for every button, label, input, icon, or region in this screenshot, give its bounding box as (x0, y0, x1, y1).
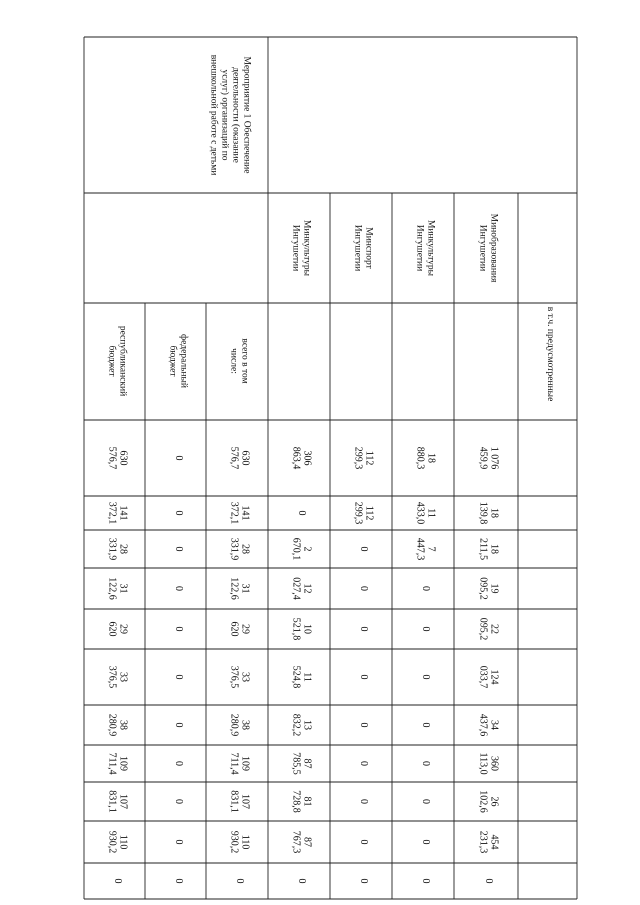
cell-value: 0 (173, 761, 184, 766)
row-label: МинкультурыИнгушетии (414, 219, 436, 277)
cell-value: 19095,2 (477, 577, 500, 600)
cell-value: 0 (358, 799, 369, 804)
cell-value: 31122,6 (228, 577, 251, 600)
cell-value: 141372,1 (106, 501, 129, 525)
cell-value: 0 (234, 878, 245, 884)
cell-value: 11433,0 (414, 501, 437, 525)
cell-value: 11524,8 (290, 665, 313, 689)
cell-value: 0 (173, 878, 184, 884)
cell-value: 18139,8 (477, 501, 500, 525)
cell-value: 0 (173, 626, 184, 632)
cell-value: 0 (358, 839, 369, 845)
table-cells (107, 447, 500, 884)
cell-value: 0 (173, 546, 184, 552)
cell-value: 0 (483, 878, 494, 884)
row-label: МинкультурыИнгушетии (290, 219, 312, 277)
cell-value: 112299,3 (352, 501, 375, 525)
cell-value: 630576,7 (106, 446, 129, 470)
table-grid (84, 37, 577, 899)
cell-value: 306863,4 (290, 446, 313, 470)
cell-value: 0 (420, 674, 431, 680)
cell-value: 124033,7 (477, 665, 500, 689)
cell-value: 22095,2 (477, 617, 500, 641)
cell-value: 2670,1 (290, 537, 313, 561)
cell-value: 0 (173, 799, 184, 804)
cell-value: 0 (420, 626, 431, 632)
cell-value: 0 (112, 878, 123, 884)
cell-value: 0 (173, 674, 184, 680)
cell-value: 109711,4 (106, 752, 129, 775)
cell-value: 81728,8 (290, 790, 313, 813)
cell-value: 1 076459,9 (477, 446, 500, 470)
cell-value: 31122,6 (106, 577, 129, 600)
cell-value: 0 (296, 878, 307, 884)
cell-value: 38280,9 (106, 713, 129, 737)
including-provided-label: в т.ч. предусмотренные (545, 306, 555, 402)
cell-value: 0 (173, 510, 184, 516)
row-label: федеральныйбюджет (167, 334, 189, 388)
cell-value: 87785,5 (290, 752, 313, 775)
cell-value: 28331,9 (106, 537, 129, 561)
cell-value: 360113,0 (477, 752, 500, 775)
cell-value: 33376,5 (228, 665, 251, 689)
cell-value: 107831,1 (106, 790, 129, 813)
cell-value: 0 (358, 878, 369, 884)
row-labels (107, 214, 500, 397)
cell-value: 0 (358, 546, 369, 552)
row-label: республиканскийбюджет (106, 325, 128, 397)
cell-value: 0 (420, 761, 431, 766)
cell-value: 0 (173, 455, 184, 461)
cell-value: 29620 (106, 621, 129, 637)
cell-value: 0 (173, 586, 184, 591)
cell-value: 34437,6 (477, 713, 500, 737)
cell-value: 87767,3 (290, 830, 313, 854)
cell-value: 13832,2 (290, 713, 313, 737)
cell-value: 10521,8 (290, 617, 313, 641)
cell-value: 0 (296, 510, 307, 516)
cell-value: 28331,9 (228, 537, 251, 561)
cell-value: 0 (420, 799, 431, 804)
cell-value: 141372,1 (228, 501, 251, 525)
cell-value: 0 (358, 674, 369, 680)
cell-value: 0 (420, 878, 431, 884)
cell-value: 630576,7 (228, 446, 251, 470)
cell-value: 0 (358, 722, 369, 728)
cell-value: 0 (420, 586, 431, 591)
event-name: Мероприятие 1 Обеспечениедеятельности (оказаниеуслуг) организаций повнешкольной работе с детьми (208, 54, 252, 176)
cell-value: 110930,2 (228, 830, 251, 854)
row-label: МинобразованияИнгушетии (477, 213, 499, 283)
cell-value: 112299,3 (352, 446, 375, 470)
cell-value: 12027,4 (290, 577, 313, 600)
cell-value: 0 (358, 586, 369, 591)
cell-value: 107831,1 (228, 790, 251, 813)
cell-value: 26102,6 (477, 790, 500, 813)
cell-value: 18880,3 (414, 446, 437, 470)
cell-value: 0 (358, 626, 369, 632)
row-label: МинспортИнгушетии (352, 224, 374, 272)
cell-value: 0 (420, 722, 431, 728)
cell-value: 109711,4 (228, 752, 251, 775)
cell-value: 38280,9 (228, 713, 251, 737)
cell-value: 0 (358, 761, 369, 766)
cell-value: 29620 (228, 621, 251, 637)
cell-value: 0 (173, 839, 184, 845)
cell-value: 110930,2 (106, 830, 129, 854)
cell-value: 7447,3 (414, 537, 437, 561)
cell-value: 454231,3 (477, 830, 500, 854)
cell-value: 0 (420, 839, 431, 845)
cell-value: 33376,5 (106, 665, 129, 689)
cell-value: 0 (173, 722, 184, 728)
cell-value: 18211,5 (477, 537, 500, 561)
row-label: всего в томчисле: (228, 338, 250, 384)
